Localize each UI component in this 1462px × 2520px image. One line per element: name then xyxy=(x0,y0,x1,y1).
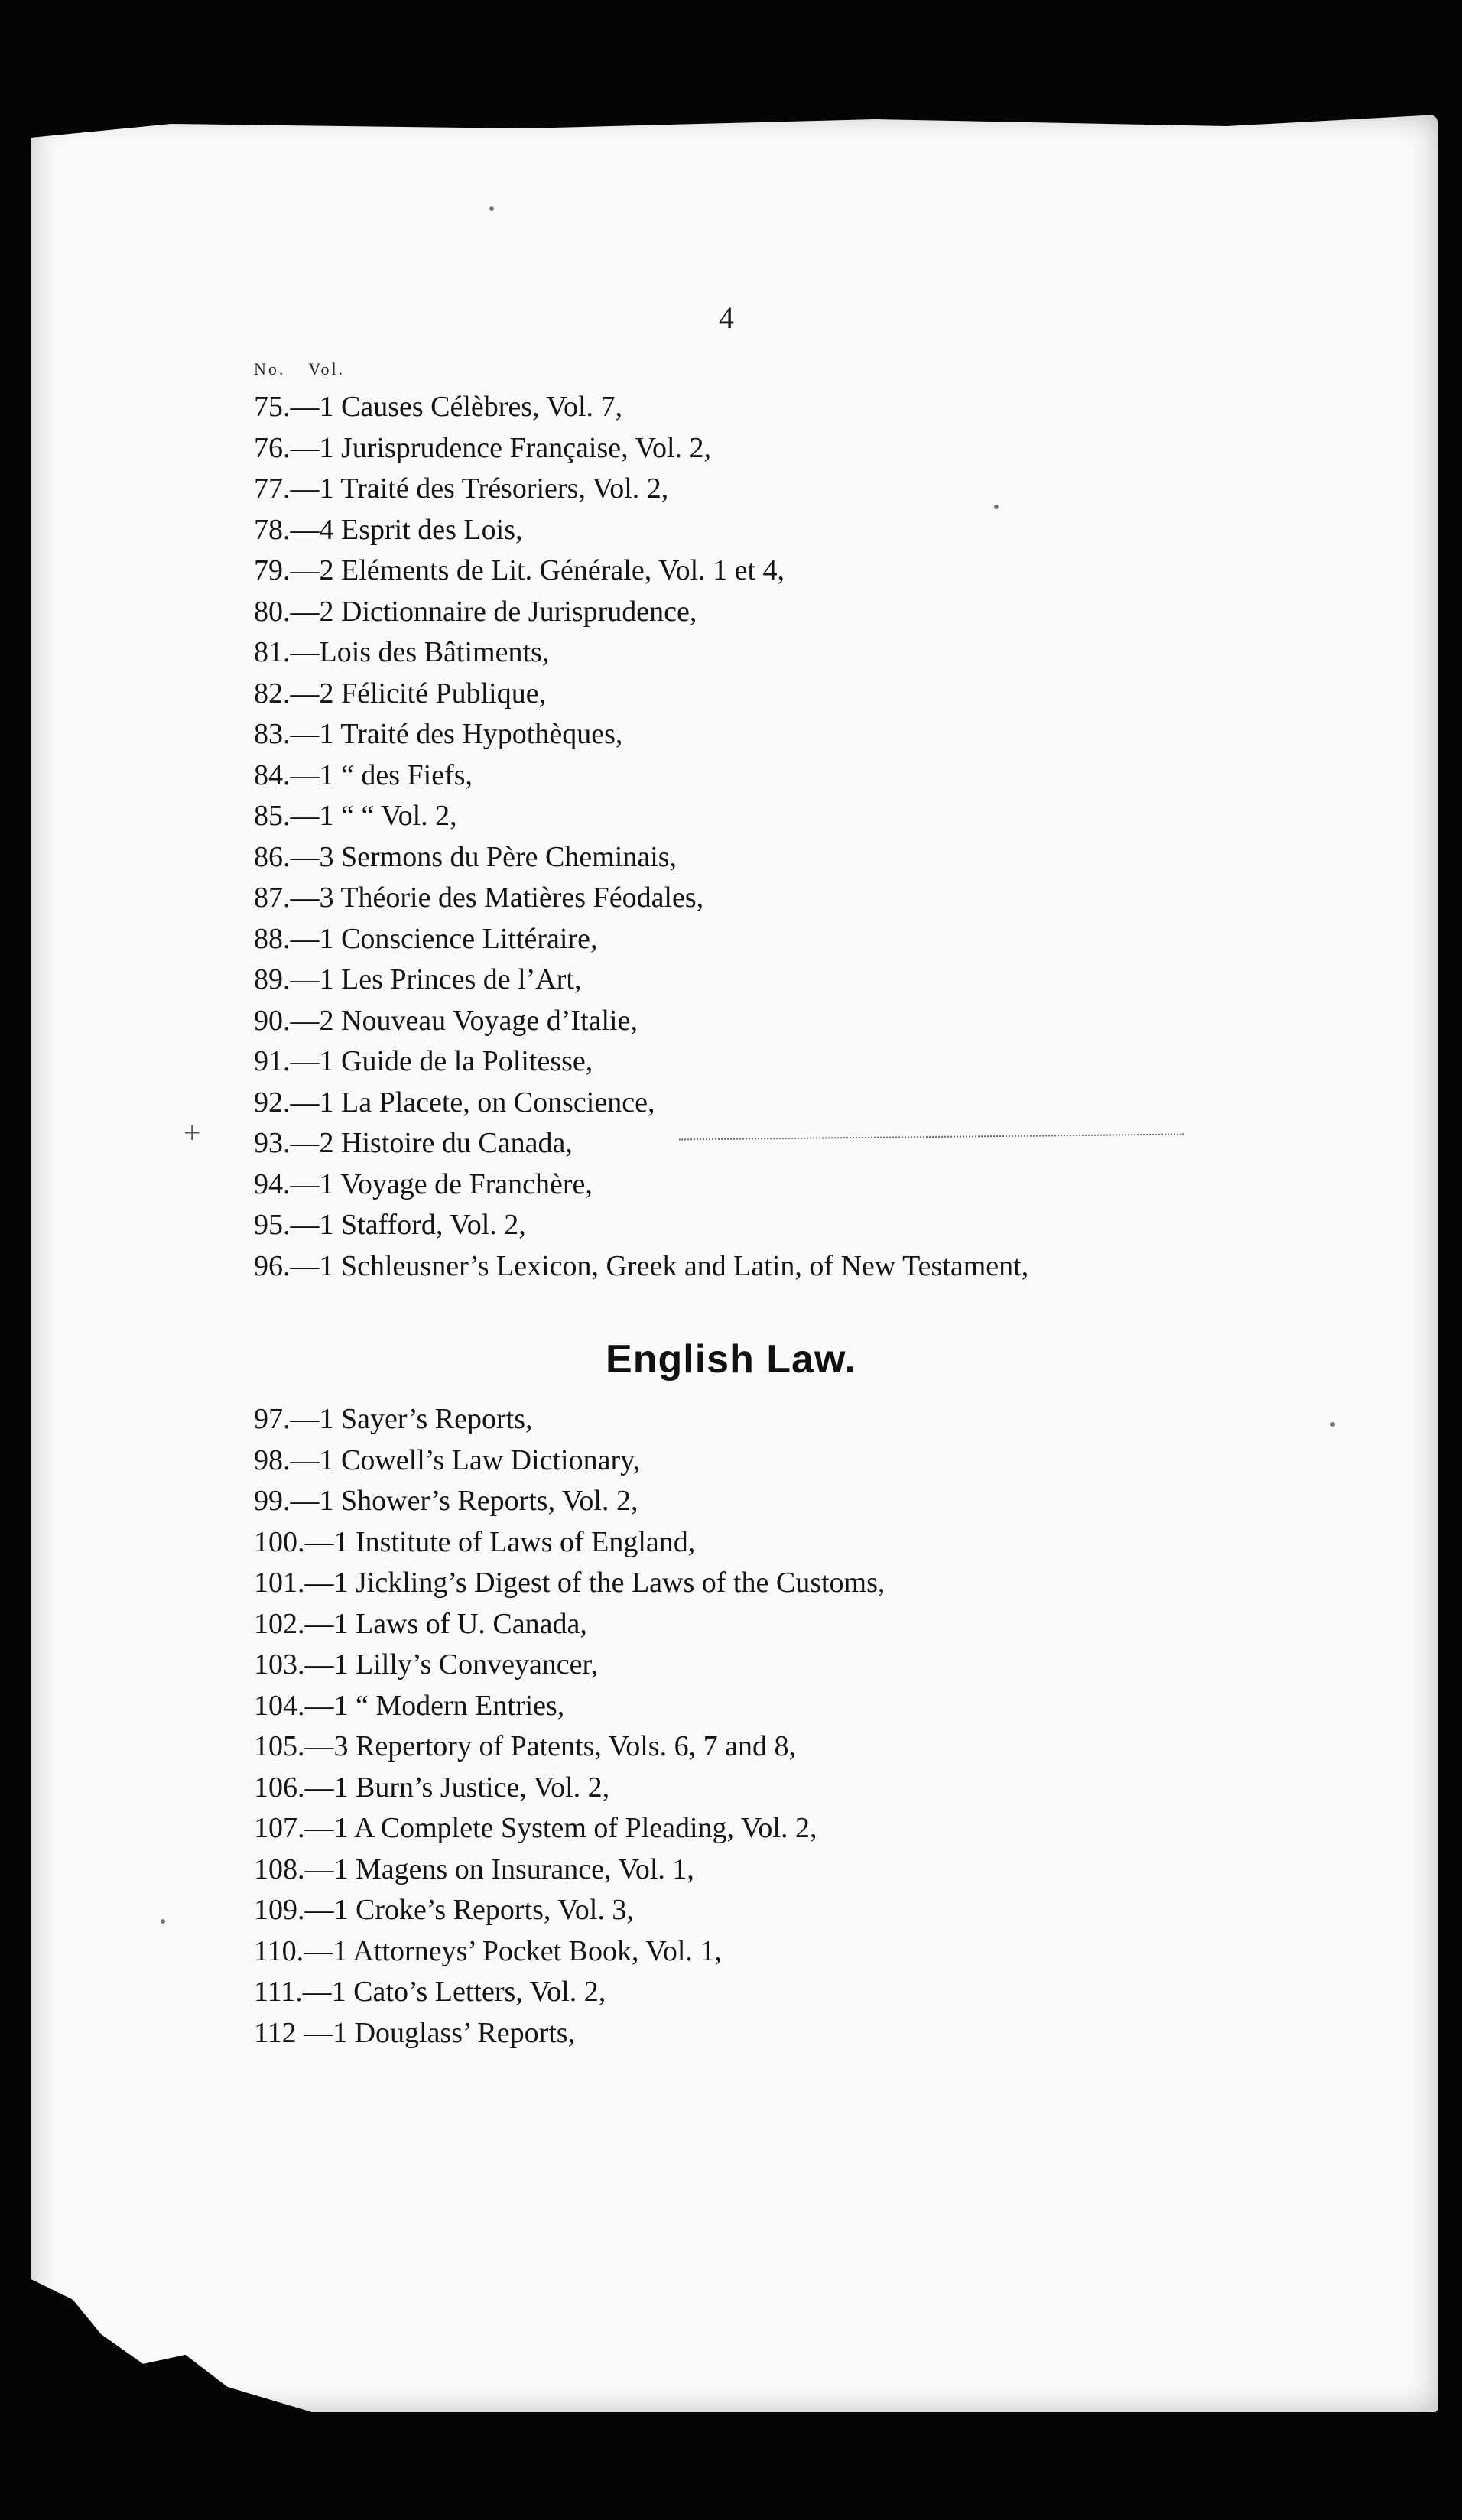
list-item: 104.—1 “ Modern Entries, xyxy=(254,1689,565,1722)
list-item: 84.—1 “ des Fiefs, xyxy=(254,758,473,791)
list-item: 87.—3 Théorie des Matières Féodales, xyxy=(254,882,704,914)
list-item: 106.—1 Burn’s Justice, Vol. 2, xyxy=(254,1771,610,1804)
list-item: 91.—1 Guide de la Politesse, xyxy=(254,1045,593,1077)
list-item: 85.—1 “ “ Vol. 2, xyxy=(254,800,457,832)
list-item: 95.—1 Stafford, Vol. 2, xyxy=(254,1209,526,1241)
dust-speck xyxy=(994,505,999,509)
list-item: 102.—1 Laws of U. Canada, xyxy=(254,1607,587,1640)
list-item: 98.—1 Cowell’s Law Dictionary, xyxy=(254,1443,641,1476)
list-item: 83.—1 Traité des Hypothèques, xyxy=(254,718,623,750)
list-item: 88.—1 Conscience Littéraire, xyxy=(254,922,598,955)
list-item: 99.—1 Shower’s Reports, Vol. 2, xyxy=(254,1485,638,1517)
list-item: 109.—1 Croke’s Reports, Vol. 3, xyxy=(254,1894,634,1926)
list-item: 86.—3 Sermons du Père Cheminais, xyxy=(254,840,677,873)
list-item: 80.—2 Dictionnaire de Jurisprudence, xyxy=(254,595,697,628)
list-item: 81.—Lois des Bâtiments, xyxy=(254,636,550,668)
column-headers xyxy=(254,359,368,379)
column-header-vol: Vol. xyxy=(308,359,346,378)
list-item: 92.—1 La Placete, on Conscience, xyxy=(254,1086,655,1119)
list-item: 94.—1 Voyage de Franchère, xyxy=(254,1167,593,1200)
page-number: 4 xyxy=(719,300,734,335)
list-item: 75.—1 Causes Célèbres, Vol. 7, xyxy=(254,391,623,423)
dust-speck xyxy=(489,206,494,211)
list-item: 76.—1 Jurisprudence Française, Vol. 2, xyxy=(254,431,712,464)
list-item: 82.—2 Félicité Publique, xyxy=(254,677,547,710)
section-heading: English Law. xyxy=(606,1337,856,1382)
list-item: 103.—1 Lilly’s Conveyancer, xyxy=(254,1648,599,1681)
list-item: 77.—1 Traité des Trésoriers, Vol. 2, xyxy=(254,472,669,505)
list-item: 112 —1 Douglass’ Reports, xyxy=(254,2016,576,2049)
column-header-no: No. xyxy=(254,359,286,378)
list-item: 89.—1 Les Princes de l’Art, xyxy=(254,963,582,995)
list-item: 78.—4 Esprit des Lois, xyxy=(254,513,523,546)
list-item: 107.—1 A Complete System of Pleading, Vol. 2, xyxy=(254,1812,817,1844)
catalogue-list-english xyxy=(254,1399,885,2054)
list-item: 79.—2 Eléments de Lit. Générale, Vol. 1 et 4, xyxy=(254,554,785,586)
list-item: 100.—1 Institute of Laws of England, xyxy=(254,1525,696,1558)
list-item: 101.—1 Jickling’s Digest of the Laws of the Customs, xyxy=(254,1567,885,1599)
list-item: 93.—2 Histoire du Canada, xyxy=(254,1127,573,1159)
dust-speck xyxy=(1330,1422,1335,1427)
list-item: 97.—1 Sayer’s Reports, xyxy=(254,1403,533,1435)
catalogue-list-french xyxy=(254,387,1028,1287)
list-item: 105.—3 Repertory of Patents, Vols. 6, 7 and 8, xyxy=(254,1730,796,1762)
margin-mark: + xyxy=(184,1115,201,1150)
list-item: 96.—1 Schleusner’s Lexicon, Greek and Latin, of New Testament, xyxy=(254,1249,1029,1282)
list-item: 108.—1 Magens on Insurance, Vol. 1, xyxy=(254,1853,694,1885)
dust-speck xyxy=(161,1919,165,1924)
list-item: 110.—1 Attorneys’ Pocket Book, Vol. 1, xyxy=(254,1934,722,1967)
list-item: 90.—2 Nouveau Voyage d’Italie, xyxy=(254,1004,638,1037)
list-item: 111.—1 Cato’s Letters, Vol. 2, xyxy=(254,1976,606,2008)
